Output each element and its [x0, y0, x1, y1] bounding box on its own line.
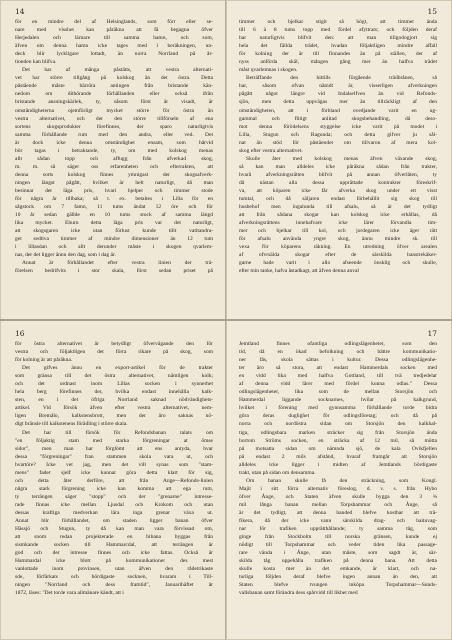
text-line: Jemtland finnes ofantliga odlingslägenheter, som den — [239, 341, 437, 347]
text-line: Lilla, Stugun och Ragunda; och detta gifver ju sål- — [239, 131, 437, 138]
text-line: Om banan skulle få den sträckning, som Kongl. — [246, 477, 437, 484]
page-17 — [226, 320, 452, 640]
text-line: påstående måste härröra antingen från bristande kän- — [15, 83, 213, 90]
text-line: ningen längst pågått, hvilket är helt naturligt, då man — [15, 179, 213, 186]
text-line: dessas kraftiga medverkan lära inga grenar växa ut. — [15, 509, 213, 516]
text-line: Annat blir förhållandet, om staden ligger banan öfver — [15, 518, 213, 525]
page-16 — [0, 320, 226, 640]
text-line: hela berg förefinnes der, hvilka endast innehålla kalk- — [15, 389, 213, 396]
text-line: nas, der det ligger ännu den dag, som i dag är. — [15, 252, 116, 259]
text-line: va, att köparen icke får afverka skog under ett visst — [239, 187, 437, 194]
text-line: en vidd lika med halfva Gottland, till tvä tredjedelar — [239, 373, 437, 380]
text-line: ningen "Norrland och dess framtid", Januarihäftet år — [15, 582, 213, 589]
text-line: sågstock om 7 famn, 11 tums ändat 12 öre och för — [15, 204, 213, 211]
text-line: för några år tillbaka; så t. ex. betaltes i Lilla för en — [15, 196, 213, 203]
text-line: Majit i sitt förra alternativ föreslog, d. v. s. från Hybo — [239, 485, 437, 492]
text-line: mil långa banan mellan Torpshammar och Ånge, så — [239, 501, 437, 508]
page-text — [15, 18, 213, 276]
text-line: som gränsa till det östra alternativet, nämligen kolk; — [15, 373, 213, 380]
text-line: tiga, odlingsbara marken sträcker sig från Storsjön ända — [239, 429, 437, 436]
text-line: fikera, då der icke vann särskilda drag- och baituvag- — [239, 518, 437, 525]
text-line: ter äro så stora, att endast Hammerdals socken med — [239, 365, 437, 372]
text-line: deck blir lyckligare lottadt, än norra Norrland på år- — [15, 51, 213, 58]
text-line: artikel. Vid försök äfven efter vestra alternativet, nem- — [15, 405, 213, 412]
text-line: vet har större tillgång på kolskog än det östra. Detta — [15, 75, 213, 82]
text-line: är det tydligt, att denna banded blefve kostbar att trä- — [239, 509, 437, 516]
page-number: 14 — [15, 7, 25, 16]
text-line: bortom Ströms socken, en sträcka af 12 mil, så mötta — [239, 437, 437, 444]
text-line: att från sådana skogar kan kolskog icke erhållas, då — [239, 212, 437, 219]
text-line: sismkande socken till Hammarcdal, att terrängen är — [15, 542, 213, 549]
text-line: Skulle åter med kolskog menas äfven växande skog, — [246, 155, 437, 162]
text-line: nyss anförda skäl, mången gång mer än halfva trädet — [239, 59, 437, 66]
text-line: vexa för köparens räkning. En utredning öfver arealen — [239, 244, 437, 251]
text-line: dessa "förgreningar" fran stammen skola vara ut, och — [15, 453, 213, 460]
page-number: 17 — [427, 329, 437, 338]
text-line: ligen Bremålo, kalkstensbrott, men der äro saknas nö- — [15, 413, 213, 420]
text-line: tumtal, och då säljaren endast förbehållit sig skog till — [239, 196, 437, 203]
text-line: gammal och flitigt anlitad skogsbehandling, då deso- — [239, 115, 437, 122]
text-line: omständigheten, att i förbland ovedjande varit en ug- — [239, 107, 437, 114]
page-number: 15 — [427, 7, 437, 16]
text-line: sten, en i det öfriga Norrland saknad nödvändighets- — [15, 397, 213, 404]
text-line: get sedtiva timmer af mindre dimensioner än 12 tum — [15, 236, 213, 243]
text-line: skilda tåg uppehålla trafiken på denna bana. Att detta — [239, 558, 437, 565]
page-text — [239, 18, 437, 276]
text-line: mot denna förödelsens styggelse icke varit på modet i — [239, 123, 437, 130]
text-line: afverkningsrättens innehafvare icke lärer förvandla tim- — [239, 220, 437, 227]
text-line: 1872, läses: "Det torde vara allmänare kändt, att i — [15, 590, 124, 597]
text-line: digt bränsle till kalkstenens förädling i större skala. — [15, 421, 128, 428]
text-line: "en följaktig stam med starka förgreningar at ömse — [15, 437, 213, 444]
text-line: rade finnas icke mellan Ljusdal och Krokom och utan — [15, 501, 213, 508]
text-line: hvilket i förening med gynnsamma förhållande torde bidra — [239, 405, 437, 412]
text-line: för östra alternativet är betydligt öfvervägande den för — [15, 341, 213, 347]
text-line: god och der intresse finnes och icke fattas. Också är — [15, 550, 213, 557]
text-line: rare vända i Ånge, utan måste, som sagdt är, sär- — [239, 550, 437, 557]
text-line: samma förhållande rum med den andra, eller ved. Det — [15, 131, 213, 138]
text-line: har, såsom ofvan nämdt är, visserligen afverkningen — [239, 83, 437, 90]
text-line: äfven om denna hamn icke tages med i beräkningen, un- — [15, 43, 213, 50]
text-line: på endast 2 mils afstånd, hvaraf framgår att Storsjön — [239, 453, 437, 460]
text-line: nare med visshet kan påräkna att få begagna öfver — [15, 27, 213, 34]
text-line: bristande ansningskärlek, ty, såsom först är visadt, är — [15, 99, 213, 106]
text-line: ginge från Stockholm till norska gränsen, kunde ej — [239, 534, 437, 541]
text-line: i lillasdan och allt derunder måste i skogen qvarlem- — [15, 244, 213, 251]
text-line: vestra alternativet, och der den större tillförseln af ena — [15, 115, 213, 122]
text-line: några stark förgrening icke kan komma att ega rum, — [15, 485, 213, 492]
text-line: till 6 à 8 tums topp med fördel afyttrats; och följden deraf — [239, 27, 437, 34]
spread-divider — [0, 319, 452, 321]
text-line: omständigheterna ojemförligt mycket större för östra än — [15, 107, 213, 114]
text-line: Beträffande den hittills förgående trädbrånen, så — [246, 75, 437, 82]
text-line: vallsbanan samt förändra dess spårvidd till likhet med — [239, 590, 358, 597]
text-line: hvarå afverkningsrätten blifvit på annan öfverlåten, ty — [239, 171, 437, 178]
text-line: har naturligtvis blifvit den: att man tillgodogjort sig — [239, 35, 437, 42]
text-line: förelsen bedrifvits i stor skala, först sedan priset på — [15, 268, 213, 275]
text-line: tid, då en ökad befolkning och bättre kommunikatio- — [239, 349, 437, 356]
text-line: Staten blefve tvungen inköpa Torpshammar—Sunds- — [239, 582, 437, 589]
page-text — [239, 340, 437, 598]
text-line: öfver Ånge, och Staten äfven skulle bygga den 3 ¾ — [239, 493, 437, 500]
text-line: odlingslägenheter, lika som de mellan Storsjön och — [239, 389, 437, 396]
text-line: ner fås, skola sättas i kultur. Dessa odlingslägenhe- — [239, 357, 437, 364]
text-line: trakt, utan på sidan om densamma. — [239, 469, 316, 476]
text-line: för en mindre del af Helsinglands, som förr eller se- — [15, 19, 213, 25]
text-line: sortens skogsprodukter förefinnes, der sparo naturligtvis — [15, 123, 213, 130]
page-number: 16 — [15, 329, 25, 338]
text-line: måst qvarlemnas i skogen. — [239, 67, 298, 74]
text-line: sidor", men man har förglömt att ens antyda, hvar — [15, 445, 213, 452]
text-line: för kolning der är till finnandes än på ställen, der af — [239, 51, 437, 58]
text-line: då nästan alla dessa upprättade kontrakter föreskrif- — [239, 179, 437, 186]
text-line: sde, förfärkats och bördigaste socknen, hvaram i Till- — [15, 574, 213, 581]
text-line: garne hade varit i allo afseende önsklig och skulle, — [239, 260, 437, 267]
text-line: Herjedalen och lärnare till samma hamn, och som, — [15, 35, 213, 42]
text-line: göra deras duglighet för odlingsföretag; och då på — [239, 413, 437, 420]
text-line: lika mycket. Ehuru detta läga pris var det naturligt, — [15, 220, 213, 227]
text-line: hvartöre? Icke vet jag, men det vill synas som "stam- — [15, 461, 213, 468]
text-line: Annat är förhållandet efter vestra linien der trä- — [22, 260, 213, 267]
text-line: allt sådan topp och affugg från afverkad skog, — [15, 155, 213, 162]
text-line: af denna vidd lärer med fördel kunna odlas." Dessa — [239, 381, 437, 388]
text-line: tionden kan blifva. — [15, 59, 57, 66]
text-line: skulle kosta mer än det emkande, är klart, och na- — [239, 566, 437, 573]
text-line: efter min tanke, hafva åstadkagt, att äfven denna anval — [239, 268, 359, 275]
text-line: Det har till försök för Refondsbanan talats om — [22, 429, 213, 436]
text-line: besinnar det läga pris, hvari hjelper och timmer stode — [15, 187, 213, 194]
text-line: vanlottade inom provinsen, utan äfven den rådetrikaste — [15, 566, 213, 573]
text-line: mer och bjelkar till kol, och jordegaren icke äger rätt — [239, 228, 437, 235]
text-line: pågått något längre vid Indalselfven än vid Refonds- — [239, 91, 437, 98]
text-line: Hammerdal liggande socknarnes, hvilar på kalkgrund, — [239, 397, 437, 404]
text-line: är dock icke denna omständighet ensam, som hårvid — [15, 139, 213, 146]
text-line: så kan man alldeles icke påräkna sådan från trakter, — [239, 163, 437, 170]
text-line: bör tagas i betraktande, ty, om med kolskog menas — [15, 147, 213, 154]
text-line: denna sorts kolskog finnes ymnigast der skogsafverk- — [15, 171, 213, 178]
text-line: nar för trafiken upprätthållande; ty samma tåg, som — [239, 526, 437, 533]
text-line: nedom om dithörande förhållanden eller också ifrån — [15, 91, 213, 98]
page-text — [15, 340, 213, 598]
page-14 — [0, 0, 226, 320]
text-line: Hässjö och Stugun, ty då kan man vara förvissad om, — [15, 526, 213, 533]
text-line: att snom redan projekterade en bibana byggas från — [15, 534, 213, 541]
text-line: turliga följden deraf blefve ingen annan än den, att — [239, 574, 437, 581]
text-line: sjön, men detta uppvägas mer än tillräckligt af den — [239, 99, 437, 106]
text-line: skog efter vestra alternativet. — [239, 147, 303, 154]
text-line: mens" fader sjelf icke kunnat göra detta klart för sig, — [15, 469, 213, 476]
text-line: af ofvrsälda skogar efter de särskilda banstrekäker- — [239, 252, 437, 259]
page-15 — [226, 0, 452, 320]
text-line: Hammardal icke blott på kommunikationer des mest — [15, 558, 213, 565]
text-line: ty terrängen säger "stopp" och der "grenarne" intresse- — [15, 493, 213, 500]
text-line: för afsalu använda yngre skog, ännu mindre sk. till — [239, 236, 437, 243]
text-line: och det ordnast inom Lillas socken i synnerhet — [15, 381, 213, 388]
text-line: att skogsgaren icke utan förlust kunde tillt vatitandra- — [15, 228, 213, 235]
text-line: vestra och följaktligen det förra rikare på skog, som — [15, 349, 213, 356]
text-line: Det har af många påstätts, att vestra alternati- — [22, 67, 213, 74]
text-line: timmer och bjelkar stigit så högt, att timmer ända — [239, 19, 437, 25]
text-line: hela det fällda trädet, hvadan följaktligen mindre affall — [239, 43, 437, 50]
text-line: Det gifves ännu en export-artikel för de trakter — [22, 365, 213, 372]
text-line: för kolning är att påräkna. — [15, 357, 73, 364]
text-line: alldeles icke ligger i midten af Jemtlands bördigaste — [239, 461, 437, 468]
text-line: på motsatta sidan om nämnda sjö, de kala Ovikfjellen — [239, 445, 437, 452]
text-line: nat än stöd för påstäendet om tillvaron af mera kol- — [239, 139, 437, 146]
text-line: nödigt till Torpshammar och veder tiden lika passage- — [239, 542, 437, 549]
text-line: norra och nordöstra sidan om Storsjön den kalkhal- — [239, 421, 437, 428]
text-line: m. m. så säger oss erfarenheten och efterrakten, att — [15, 163, 213, 170]
text-line: och detta åter derföre, att från Ange—Refonds-linien — [15, 477, 213, 484]
text-line: 10 år sedan gällde en 10 tums stock af samma längd — [15, 212, 213, 219]
text-line: husbehof men ingalunda till afsalu, så är det tydligt — [239, 204, 437, 211]
